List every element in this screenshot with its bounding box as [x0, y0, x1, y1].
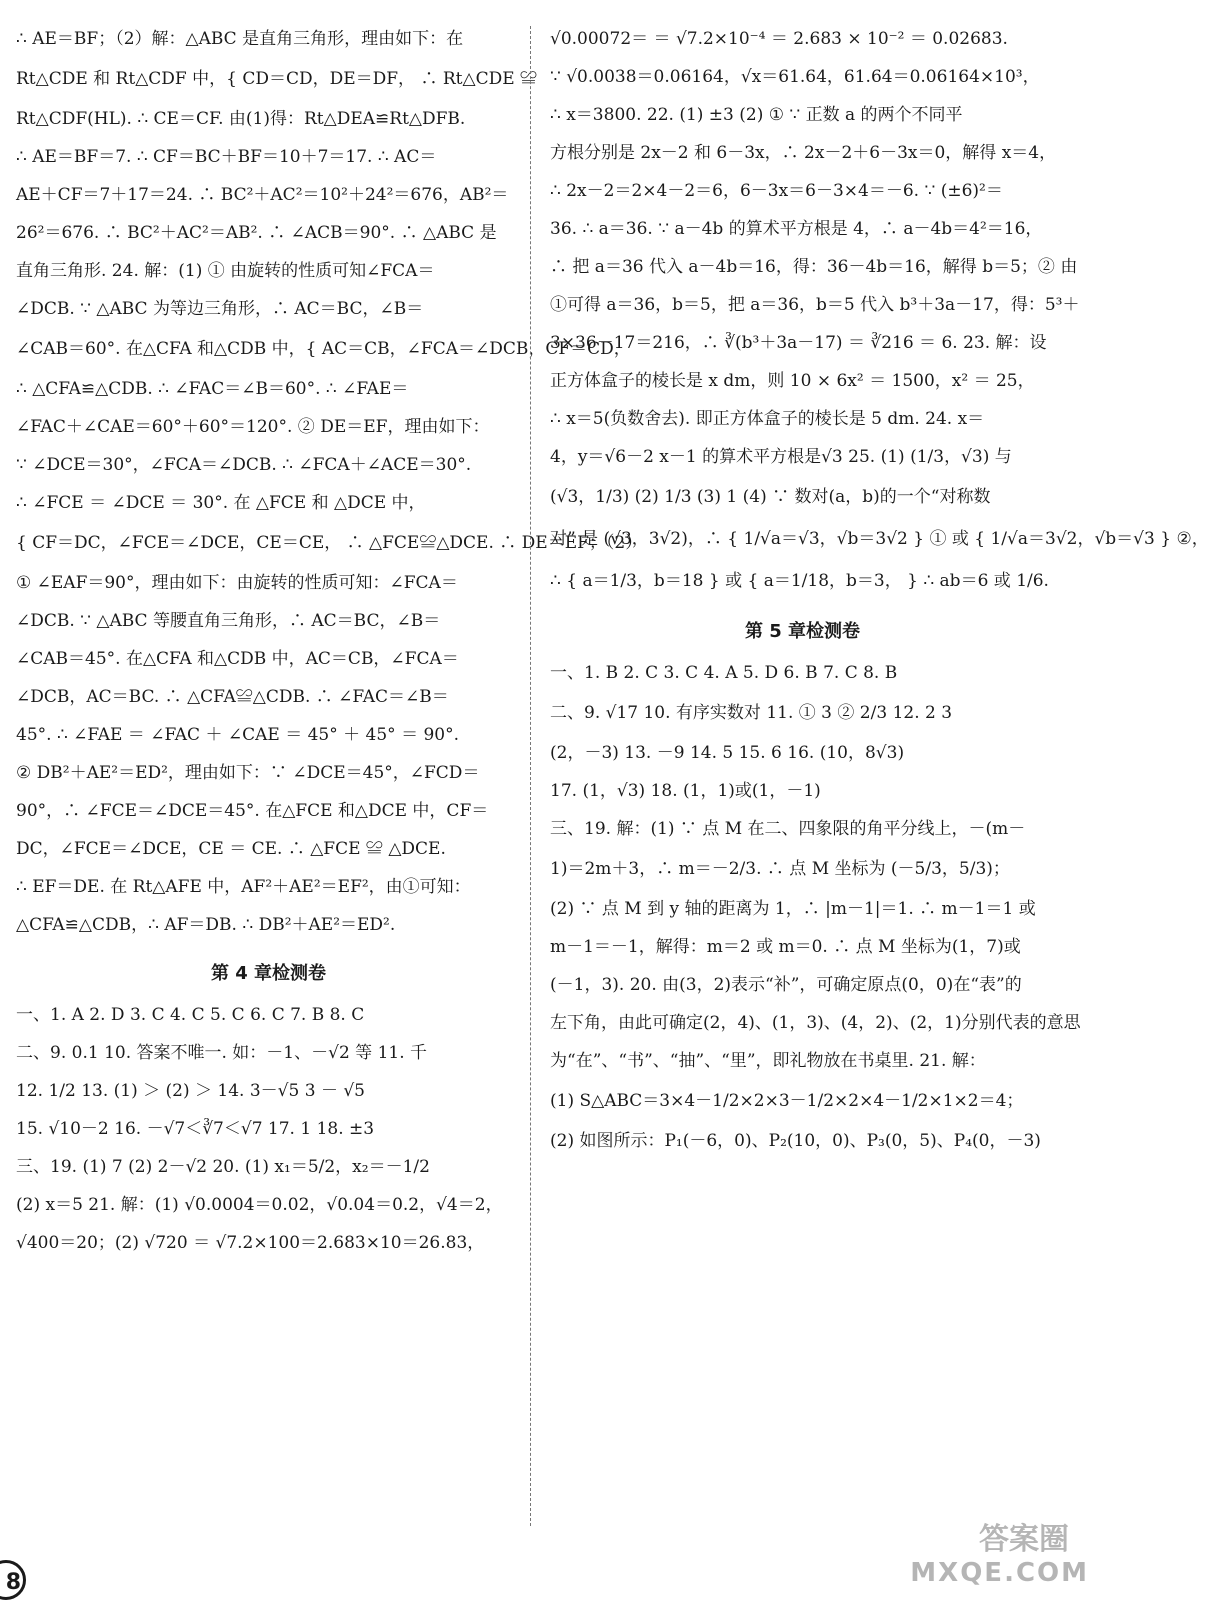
text-line: DC，∠FCE＝∠DCE，CE ＝ CE. ∴ △FCE ≌ △DCE.	[16, 839, 446, 859]
column-divider	[530, 26, 531, 1526]
right-column	[550, 20, 1209, 1160]
text-line: 4，y＝√6－2 x－1 的算术平方根是√3 25. (1) (1/3，√3) 与	[550, 447, 1012, 467]
text-line: 二、9. √17 10. 有序实数对 11. ① 3 ② 2/3 12. 2 3	[550, 703, 953, 723]
text-line: m－1＝－1，解得：m＝2 或 m＝0. ∴ 点 M 坐标为(1，7)或	[550, 937, 1021, 957]
text-line: ∴ 2x－2＝2×4－2＝6，6－3x＝6－3×4＝－6. ∵ (±6)²＝	[550, 181, 1003, 201]
text-line: ∴ ∠FCE ＝ ∠DCE ＝ 30°. 在 △FCE 和 △DCE 中，	[16, 493, 426, 513]
text-line: ∴ △CFA≌△CDB. ∴ ∠FAC＝∠B＝60°. ∴ ∠FAE＝	[16, 379, 409, 399]
text-line: (1) S△ABC＝3×4－1/2×2×3－1/2×2×4－1/2×1×2＝4；	[550, 1091, 1024, 1111]
text-line: ∠CAB＝60°. 在△CFA 和△CDB 中，{ AC＝CB，∠FCA＝∠DCB，CF＝CD，	[16, 339, 631, 359]
text-line: 一、1. A 2. D 3. C 4. C 5. C 6. C 7. B 8. C	[16, 1005, 365, 1025]
text-line: 45°. ∴ ∠FAE ＝ ∠FAC ＋ ∠CAE ＝ 45° ＋ 45° ＝ 90°.	[16, 725, 460, 745]
text-line: 方根分别是 2x－2 和 6－3x，∴ 2x－2＋6－3x＝0，解得 x＝4，	[550, 143, 1057, 163]
text-line: 为“在”、“书”、“抽”、“里”，即礼物放在书桌里. 21. 解：	[550, 1051, 986, 1071]
text-line: 90°，∴ ∠FCE＝∠DCE＝45°. 在△FCE 和△DCE 中，CF＝	[16, 801, 489, 821]
watermark-top: 答案圈	[979, 1522, 1069, 1557]
text-line: 一、1. B 2. C 3. C 4. A 5. D 6. B 7. C 8. B	[550, 663, 898, 683]
text-line: (√3，1/3) (2) 1/3 (3) 1 (4) ∵ 数对(a，b)的一个“对称数	[550, 487, 991, 507]
text-line: ② DB²＋AE²＝ED²，理由如下：∵ ∠DCE＝45°，∠FCD＝	[16, 763, 480, 783]
text-line: ①可得 a＝36，b＝5，把 a＝36，b＝5 代入 b³＋3a－17，得：5³＋	[550, 295, 1080, 315]
text-line: 对” 是 (√3，3√2)，∴ { 1/√a＝√3，√b＝3√2 } ① 或 { 1/√a＝3√2，√b＝√3 } ②，	[550, 529, 1209, 549]
text-line: (2，－3) 13. －9 14. 5 15. 6 16. (10，8√3)	[550, 743, 905, 763]
text-line: 17. (1，√3) 18. (1，1)或(1，－1)	[550, 781, 821, 801]
text-line: ∴ x＝3800. 22. (1) ±3 (2) ① ∵ 正数 a 的两个不同平	[550, 105, 963, 125]
text-line: { CF＝DC，∠FCE＝∠DCE，CE＝CE， ∴ △FCE≌△DCE. ∴ DE＝EF；（2）	[16, 533, 643, 553]
text-line: (－1，3). 20. 由(3，2)表示“补”，可确定原点(0，0)在“表”的	[550, 975, 1022, 995]
text-line: 15. √10－2 16. －√7＜∛7＜√7 17. 1 18. ±3	[16, 1119, 375, 1139]
text-line: Rt△CDE 和 Rt△CDF 中，{ CD＝CD，DE＝DF， ∴ Rt△CDE ≌	[16, 69, 538, 89]
text-line: Rt△CDF(HL). ∴ CE＝CF. 由(1)得：Rt△DEA≌Rt△DFB.	[16, 109, 466, 129]
text-line: 左下角，由此可确定(2，4)、(1，3)、(4，2)、(2，1)分别代表的意思	[550, 1013, 1081, 1033]
text-line: ∴ AE＝BF＝7. ∴ CF＝BC＋BF＝10＋7＝17. ∴ AC＝	[16, 147, 437, 167]
text-line: (2) 如图所示：P₁(－6，0)、P₂(10，0)、P₃(0，5)、P₄(0，－3)	[550, 1131, 1041, 1151]
text-line: ∠FAC＋∠CAE＝60°＋60°＝120°. ② DE＝EF，理由如下：	[16, 417, 490, 437]
text-line: ∴ EF＝DE. 在 Rt△AFE 中，AF²＋AE²＝EF²，由①可知：	[16, 877, 471, 897]
page-number: 8	[0, 1560, 26, 1600]
watermark-logo	[899, 1523, 1089, 1593]
text-line: ∴ AE＝BF；（2）解：△ABC 是直角三角形，理由如下：在	[16, 29, 464, 49]
text-line: ∴ 把 a＝36 代入 a－4b＝16，得：36－4b＝16，解得 b＝5；② 由	[550, 257, 1078, 277]
text-line: ∠CAB＝45°. 在△CFA 和△CDB 中，AC＝CB，∠FCA＝	[16, 649, 459, 669]
text-line: ① ∠EAF＝90°，理由如下：由旋转的性质可知：∠FCA＝	[16, 573, 458, 593]
text-line: ∠DCB. ∵ △ABC 等腰直角三角形，∴ AC＝BC，∠B＝	[16, 611, 441, 631]
text-line: √400＝20；(2) √720 ＝ √7.2×100＝2.683×10＝26.83，	[16, 1233, 485, 1253]
text-line: ∠DCB. ∵ △ABC 为等边三角形，∴ AC＝BC，∠B＝	[16, 299, 424, 319]
left-column	[16, 20, 643, 1262]
text-line: ∠DCB，AC＝BC. ∴ △CFA≌△CDB. ∴ ∠FAC＝∠B＝	[16, 687, 449, 707]
text-line: 1)＝2m＋3，∴ m＝－2/3. ∴ 点 M 坐标为 (－5/3，5/3)；	[550, 859, 1010, 879]
text-line: 二、9. 0.1 10. 答案不唯一. 如：－1、－√2 等 11. 千	[16, 1043, 428, 1063]
watermark-bottom: MXQE.COM	[910, 1558, 1089, 1588]
text-line: 36. ∴ a＝36. ∵ a－4b 的算术平方根是 4，∴ a－4b＝4²＝16，	[550, 219, 1043, 239]
text-line: (2) x＝5 21. 解：(1) √0.0004＝0.02，√0.04＝0.2，√4＝2，	[16, 1195, 503, 1215]
text-line: ∵ √0.0038＝0.06164，√x＝61.64，61.64＝0.06164×10³，	[550, 67, 1040, 87]
text-line: 三、19. (1) 7 (2) 2－√2 20. (1) x₁＝5/2，x₂＝－1/2	[16, 1157, 430, 1177]
section-heading: 第 5 章检测卷	[744, 621, 861, 642]
text-line: 26²＝676. ∴ BC²＋AC²＝AB². ∴ ∠ACB＝90°. ∴ △ABC 是	[16, 223, 497, 243]
text-line: 三、19. 解：(1) ∵ 点 M 在二、四象限的角平分线上，－(m－	[550, 819, 1026, 839]
text-line: ∴ x＝5(负数舍去). 即正方体盒子的棱长是 5 dm. 24. x＝	[550, 409, 985, 429]
section-heading: 第 4 章检测卷	[210, 963, 327, 984]
text-line: ∵ ∠DCE＝30°，∠FCA＝∠DCB. ∴ ∠FCA＋∠ACE＝30°.	[16, 455, 472, 475]
text-line: ∴ { a＝1/3，b＝18 } 或 { a＝1/18，b＝3， } ∴ ab＝6 或 1/6.	[550, 571, 1049, 591]
text-line: (2) ∵ 点 M 到 y 轴的距离为 1，∴ |m－1|＝1. ∴ m－1＝1 或	[550, 899, 1036, 919]
text-line: △CFA≌△CDB，∴ AF＝DB. ∴ DB²＋AE²＝ED².	[16, 915, 396, 935]
text-line: 12. 1/2 13. (1) ＞ (2) ＞ 14. 3－√5 3 － √5	[16, 1081, 365, 1101]
text-line: √0.00072＝ ＝ √7.2×10⁻⁴ ＝ 2.683 × 10⁻² ＝ 0.02683.	[550, 29, 1008, 49]
text-line: 3×36－17＝216，∴ ∛(b³＋3a－17) ＝ ∛216 ＝ 6. 23. 解：设	[550, 333, 1047, 353]
text-line: 直角三角形. 24. 解：(1) ① 由旋转的性质可知∠FCA＝	[16, 261, 435, 281]
text-line: AE＋CF＝7＋17＝24. ∴ BC²＋AC²＝10²＋24²＝676，AB²＝	[16, 185, 509, 205]
text-line: 正方体盒子的棱长是 x dm，则 10 × 6x² ＝ 1500，x² ＝ 25，	[550, 371, 1035, 391]
